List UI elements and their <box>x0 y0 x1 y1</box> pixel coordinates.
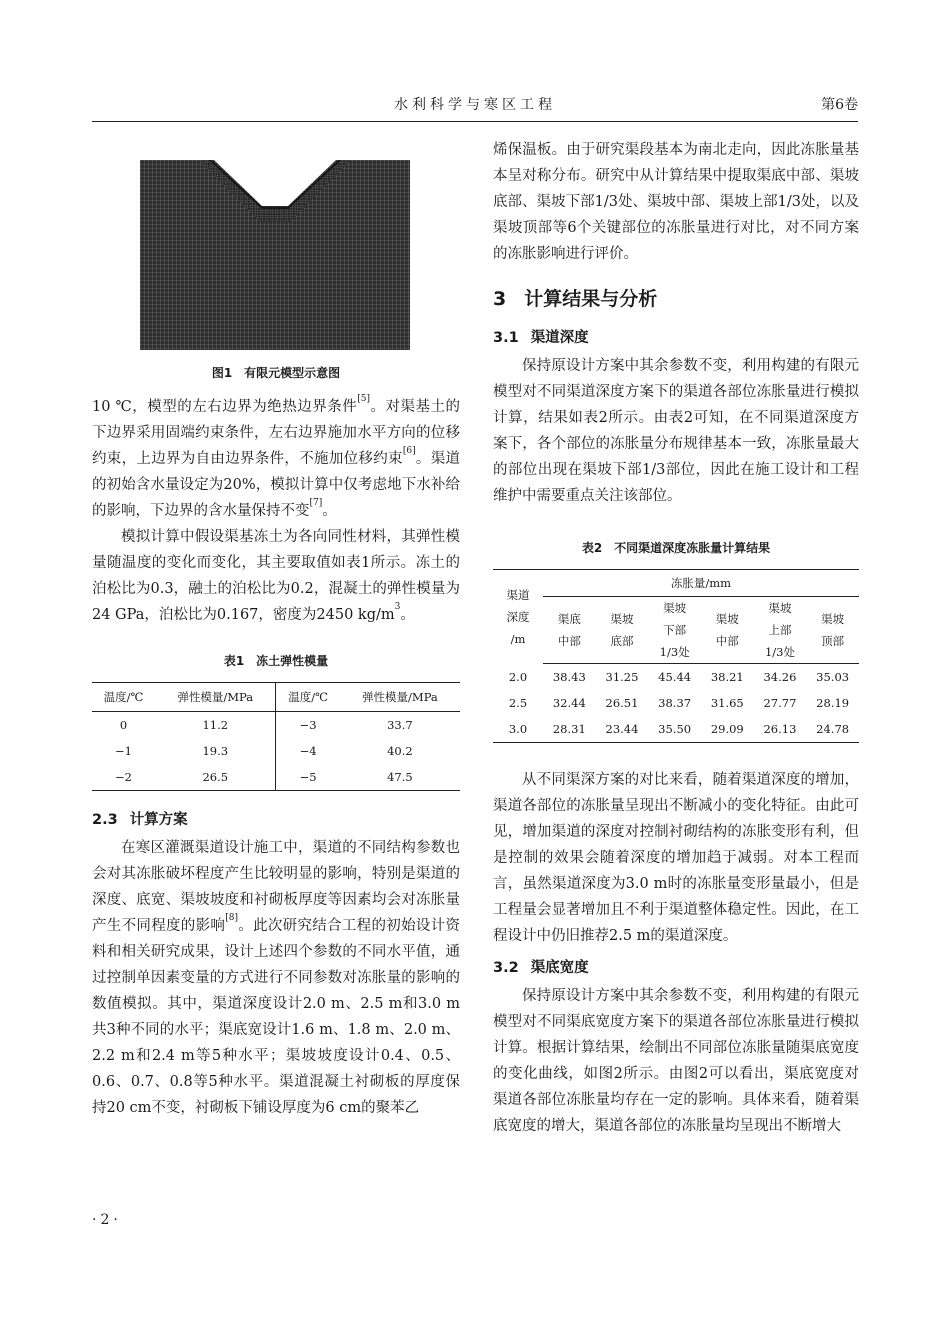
paragraph: 在寒区灌溉渠道设计施工中，渠道的不同结构参数也会对其冻胀破坏程度产生比较明显的影响，特别是渠道的深度、底宽、渠坡坡度和衬砌板厚度等因素均会对冻胀量产生不同程度的影响[8]。此次研究结合工程的初始设计资料和相关研究成果，设计上述四个参数的不同水平值，通过控制单因素变量的方式进行不同参数对冻胀量的影响的数值模拟。其中，渠道深度设计2.0 m、2.5 m和3.0 m共3种不同的水平；渠底宽设计1.6 m、1.8 m、2.0 m、2.2 m和2.4 m等5种水平；渠坡坡度设计0.4、0.5、0.6、0.7、0.8等5种水平。渠道混凝土衬砌板的厚度保持20 cm不变，衬砌板下铺设厚度为6 cm的聚苯乙 <box>92 840 460 1116</box>
journal-title: 水利科学与寒区工程 <box>394 97 556 113</box>
section-3-2-heading: 3.2 渠底宽度 <box>493 960 589 976</box>
section-3-1-heading: 3.1 渠道深度 <box>493 330 589 346</box>
table-header: 弹性模量/MPa <box>340 683 460 712</box>
table-row: 3.0 28.31 23.44 35.50 29.09 26.13 24.78 <box>508 722 850 736</box>
table-row-header: 渠道 深度 /m <box>506 587 530 646</box>
paragraph: 烯保温板。由于研究渠段基本为南北走向，因此冻胀量基本呈对称分布。研究中从计算结果中提取渠底中部、渠坡底部、渠坡下部1/3处、渠坡中部、渠坡上部1/3处，以及渠坡顶部等6个关键部位的冻胀量进行对比，对不同方案的冻胀影响进行评价。 <box>493 142 859 262</box>
left-column <box>92 394 460 1121</box>
table-header: 渠坡 底部 <box>596 597 649 664</box>
fem-mesh-figure <box>140 160 410 350</box>
table-1-caption: 表1 冻土弹性模量 <box>223 654 329 668</box>
section-3-heading: 3 计算结果与分析 <box>493 288 658 310</box>
right-column <box>493 137 859 1139</box>
paragraph: 模拟计算中假设渠基冻土为各向同性材料，其弹性模量随温度的变化而变化，其主要取值如表1所示。冻土的泊松比为0.3，融土的泊松比为0.2，混凝土的弹性模量为24 GPa，泊松比为0.167，密度为2450 $kg/m^3$。 <box>92 529 460 623</box>
page-number: ·2· <box>92 1212 122 1228</box>
figure-1-caption: 图1 有限元模型示意图 <box>211 366 341 380</box>
paragraph: 保持原设计方案中其余参数不变，利用构建的有限元模型对不同渠道深度方案下的渠道各部位冻胀量进行模拟计算，结果如表2所示。由表2可知，在不同渠道深度方案下，各个部位的冻胀量分布规律基本一致，冻胀量最大的部位出现在渠坡下部1/3部位，因此在施工设计和工程维护中需要重点关注该部位。 <box>493 358 859 504</box>
table-2-caption: 表2 不同渠道深度冻胀量计算结果 <box>581 541 771 555</box>
table-header: 渠坡 中部 <box>701 597 754 664</box>
table-row: 0 11.2 −3 33.7 <box>92 712 460 739</box>
table-header: 弹性模量/MPa <box>155 683 276 712</box>
table-header: 温度/℃ <box>92 683 155 712</box>
table-header: 渠坡 上部 1/3处 <box>754 597 807 664</box>
table-header: 渠底 中部 <box>543 597 596 664</box>
table-header: 渠坡 下部 1/3处 <box>648 597 701 664</box>
table-row: 2.0 38.43 31.25 45.44 38.21 34.26 35.03 <box>508 669 850 684</box>
paragraph: 保持原设计方案中其余参数不变，利用构建的有限元模型对不同渠底宽度方案下的渠道各部位冻胀量进行模拟计算。根据计算结果，绘制出不同部位冻胀量随渠底宽度的变化曲线，如图2所示。由图2可以看出，渠底宽度对渠道各部位冻胀量均存在一定的影响。具体来看，随着渠底宽度的增大，渠道各部位的冻胀量均呈现出不断增大 <box>493 988 859 1134</box>
table-row: 2.5 32.44 26.51 38.37 31.65 27.77 28.19 <box>508 696 850 710</box>
table-header: 温度/℃ <box>276 683 340 712</box>
header-rule <box>92 121 858 122</box>
paragraph: 10 ℃，模型的左右边界为绝热边界条件[5]。对渠基土的下边界采用固端约束条件，左右边界施加水平方向的位移约束，上边界为自由边界条件，不施加位移约束[6]。渠道的初始含水量设定为20%，模拟计算中仅考虑地下水补给的影响，下边界的含水量保持不变[7]。 <box>92 394 461 519</box>
table-2 <box>493 569 859 743</box>
section-2-3-heading: 2.3 计算方案 <box>92 812 188 828</box>
table-row: −1 19.3 −4 40.2 <box>92 738 460 764</box>
table-group-header: 冻胀量/mm <box>543 570 859 597</box>
volume-label: 第6卷 <box>821 97 858 113</box>
table-1 <box>92 682 460 791</box>
table-header: 渠坡 顶部 <box>806 597 859 664</box>
paragraph: 从不同渠深方案的对比来看，随着渠道深度的增加，渠道各部位的冻胀量呈现出不断减小的变化特征。由此可见，增加渠道的深度对控制衬砌结构的冻胀变形有利，但是控制的效果会随着深度的增加趋于减弱。对本工程而言，虽然渠道深度为3.0 m时的冻胀量变形量最小，但是工程量会显著增加且不利于渠道整体稳定性。因此，在工程设计中仍旧推荐2.5 m的渠道深度。 <box>493 772 859 944</box>
table-row: −2 26.5 −5 47.5 <box>92 764 460 791</box>
